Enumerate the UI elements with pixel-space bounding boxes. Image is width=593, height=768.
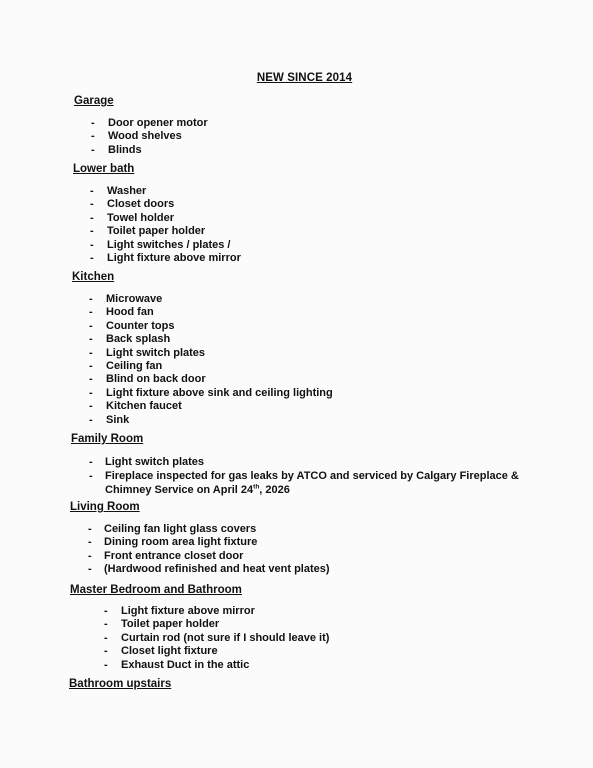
section-heading: Master Bedroom and Bathroom (70, 584, 242, 596)
item-list (70, 523, 590, 577)
list-item-text: Back splash (106, 333, 171, 346)
bullet-dash: - (89, 456, 93, 468)
bullet-dash: - (90, 225, 94, 238)
bullet-dash: - (89, 346, 93, 359)
list-item-text: Ceiling fan (106, 359, 163, 372)
fireplace-text-line2 (105, 484, 290, 497)
list-item (72, 387, 592, 400)
list-item-text: Door opener motor (108, 117, 208, 129)
bullet-dash: - (88, 523, 92, 535)
bullet-dash: - (90, 211, 94, 224)
bullet-dash: - (104, 605, 108, 617)
section-heading: Kitchen (72, 271, 115, 283)
list-item (72, 400, 592, 413)
bullet-dash: - (90, 251, 94, 264)
bullet-dash: - (89, 319, 93, 332)
bullet-dash: - (104, 618, 108, 631)
list-item-text: Blinds (108, 143, 142, 156)
list-item (70, 632, 590, 645)
list-item (70, 550, 590, 563)
bullet-dash: - (89, 293, 93, 305)
list-item (74, 117, 593, 130)
bullet-dash: - (88, 549, 92, 562)
list-item (70, 563, 590, 576)
section-heading: Garage (74, 95, 114, 107)
section-heading: Living Room (70, 501, 140, 513)
bullet-dash: - (89, 386, 93, 399)
item-list (74, 117, 593, 157)
list-item (70, 605, 590, 618)
list-item-text: Light fixture above sink and ceiling lighting (106, 386, 333, 399)
list-item-text: Light switch plates (105, 456, 205, 468)
list-item (72, 414, 592, 427)
list-item-text: Wood shelves (108, 130, 182, 143)
section-master-bedroom (70, 583, 590, 672)
item-list (72, 293, 592, 427)
section-bathroom-upstairs (69, 677, 589, 693)
list-item-text: Front entrance closet door (104, 549, 244, 562)
bullet-dash: - (88, 563, 92, 576)
list-item (73, 252, 593, 265)
list-item (72, 306, 592, 319)
list-item-text: Blind on back door (106, 373, 206, 386)
list-item-text: Microwave (106, 293, 163, 305)
bullet-dash: - (89, 373, 93, 386)
fireplace-date-year: , 2026 (259, 483, 290, 496)
list-item (71, 456, 591, 469)
list-item-text: Light switches / plates / (107, 238, 231, 251)
bullet-dash: - (91, 143, 95, 156)
bullet-dash: - (104, 631, 108, 644)
bullet-dash: - (89, 470, 93, 483)
list-item (70, 618, 590, 631)
bullet-dash: - (89, 400, 93, 413)
bullet-dash: - (89, 413, 93, 426)
list-item-text: Towel holder (107, 211, 175, 224)
list-item-text: Counter tops (106, 319, 175, 332)
list-item (72, 293, 592, 306)
bullet-dash: - (89, 359, 93, 372)
fireplace-date-suffix-th: th (253, 483, 260, 491)
bullet-dash: - (90, 238, 94, 251)
item-list (73, 185, 593, 265)
list-item (73, 212, 593, 225)
section-kitchen (72, 270, 592, 427)
list-item-text: Washer (107, 185, 147, 197)
list-item-text: Closet doors (107, 198, 175, 211)
bullet-dash: - (104, 658, 108, 671)
list-item-text: (Hardwood refinished and heat vent plates) (104, 563, 330, 576)
section-heading: Bathroom upstairs (69, 678, 172, 690)
list-item-text: Light fixture above mirror (107, 251, 241, 264)
bullet-dash: - (89, 306, 93, 319)
list-item-text: Kitchen faucet (106, 400, 182, 413)
list-item (72, 373, 592, 386)
list-item (70, 523, 590, 536)
list-item (73, 185, 593, 198)
list-item (74, 144, 593, 157)
list-item-text: Toilet paper holder (121, 618, 220, 631)
list-item (70, 645, 590, 658)
list-item-text: Sink (106, 413, 130, 426)
bullet-dash: - (104, 645, 108, 658)
list-item (73, 225, 593, 238)
list-item-text: Hood fan (106, 306, 154, 319)
list-item (74, 130, 593, 143)
fireplace-text-line1: Fireplace inspected for gas leaks by ATCO and serviced by Calgary Fireplace & (105, 470, 519, 483)
section-heading: Family Room (71, 433, 144, 445)
list-item (72, 333, 592, 346)
list-item-text: Light fixture above mirror (121, 605, 255, 617)
list-item-text: Closet light fixture (121, 645, 218, 658)
section-lower-bath (73, 162, 593, 265)
list-item (72, 360, 592, 373)
bullet-dash: - (90, 185, 94, 197)
list-item-text: Dining room area light fixture (104, 536, 258, 549)
list-item (73, 239, 593, 252)
section-living-room (70, 500, 590, 577)
bullet-dash: - (88, 536, 92, 549)
list-item-fireplace (71, 470, 591, 497)
list-item (72, 347, 592, 360)
list-item (70, 659, 590, 672)
list-item-text: Toilet paper holder (107, 225, 206, 238)
bullet-dash: - (91, 130, 95, 143)
list-item-text: Light switch plates (106, 346, 206, 359)
section-family-room (71, 432, 591, 497)
item-list (71, 456, 591, 497)
page-title (0, 72, 593, 84)
item-list (70, 605, 590, 672)
section-garage (74, 94, 593, 157)
bullet-dash: - (91, 117, 95, 129)
fireplace-date-prefix: Chimney Service on April 24 (105, 483, 254, 496)
list-item-text: Ceiling fan light glass covers (104, 523, 257, 535)
page-title-text: NEW SINCE 2014 (256, 72, 353, 84)
bullet-dash: - (90, 198, 94, 211)
bullet-dash: - (89, 333, 93, 346)
list-item (72, 320, 592, 333)
list-item-text: Curtain rod (not sure if I should leave it) (121, 631, 330, 644)
list-item (70, 536, 590, 549)
section-heading: Lower bath (73, 163, 135, 175)
list-item (73, 198, 593, 211)
list-item-text: Exhaust Duct in the attic (121, 658, 250, 671)
